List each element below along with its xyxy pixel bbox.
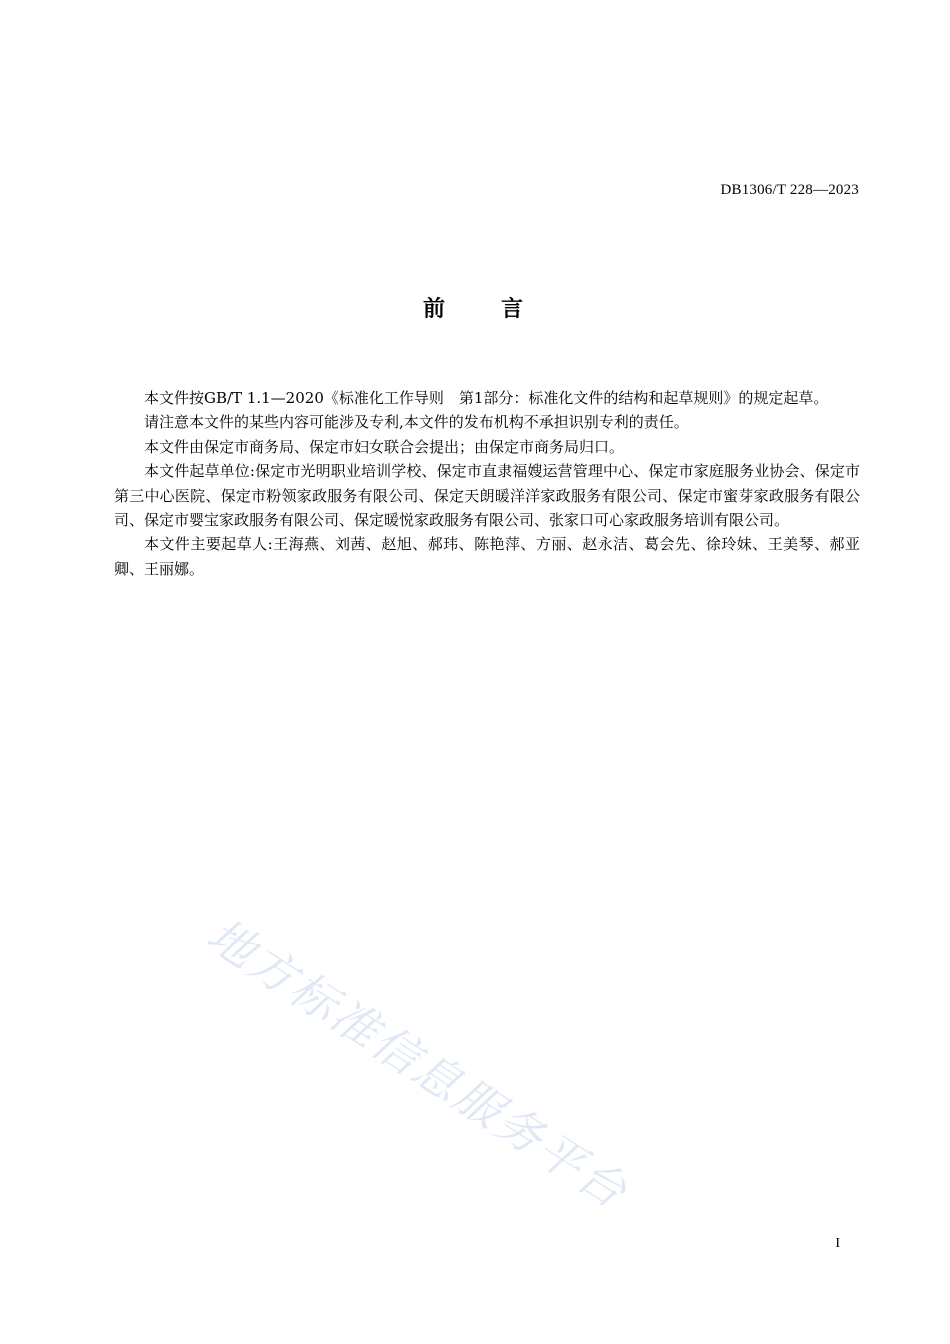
foreword-body — [114, 386, 860, 581]
paragraph-standard-reference: 本文件按GB/T 1.1—2020《标准化工作导则 第1部分：标准化文件的结构和起草规则》的规定起草。 — [144, 389, 829, 407]
page-title: 前 言 — [422, 297, 527, 322]
watermark: 地方标准信息服务平台 — [197, 907, 639, 1220]
paragraph-drafting-units: 本文件起草单位:保定市光明职业培训学校、保定市直隶福嫂运营管理中心、保定市家庭服务业协会、保定市第三中心医院、保定市粉领家政服务有限公司、保定天朗暖洋洋家政服务有限公司、保定市蜜芽家政服务有限公司、保定市婴宝家政服务有限公司、保定暖悦家政服务有限公司、张家口可心家政服务培训有限公司。 — [114, 462, 860, 530]
document-code: DB1306/T 228—2023 — [720, 182, 859, 198]
paragraph-proposer: 本文件由保定市商务局、保定市妇女联合会提出；由保定市商务局归口。 — [144, 437, 625, 456]
paragraph-patent-notice: 请注意本文件的某些内容可能涉及专利,本文件的发布机构不承担识别专利的责任。 — [144, 413, 689, 432]
paragraph-drafters: 本文件主要起草人:王海燕、刘茜、赵旭、郝玮、陈艳萍、方丽、赵永洁、葛会先、徐玲妹、王美琴、郝亚卿、王丽娜。 — [114, 535, 860, 578]
page-number: I — [835, 1236, 840, 1251]
